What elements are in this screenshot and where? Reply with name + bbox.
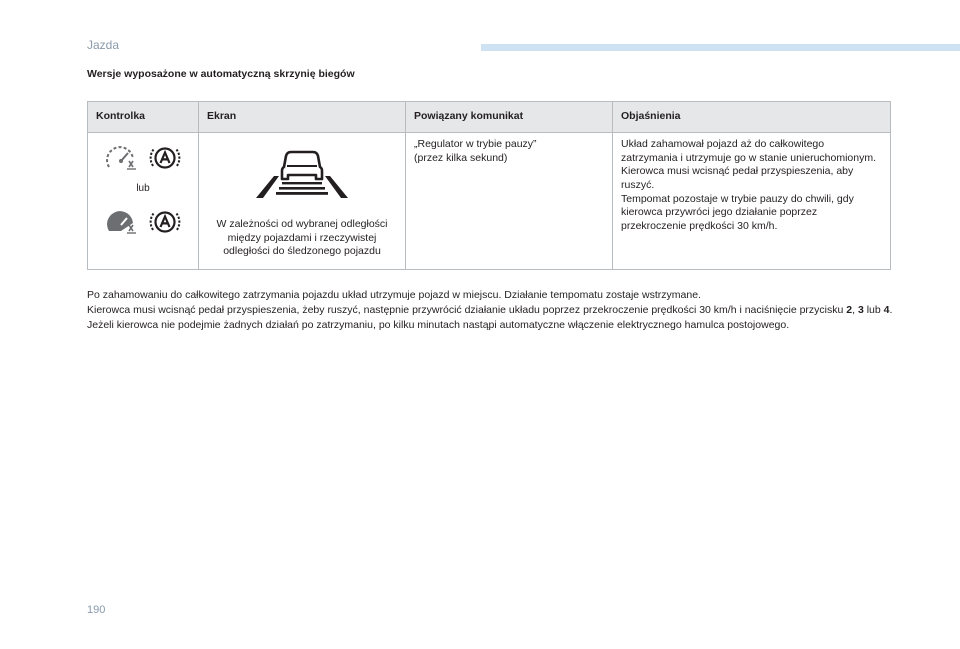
- column-header: Kontrolka: [88, 102, 199, 133]
- message-text: „Regulator w trybie pauzy”: [414, 138, 537, 150]
- table-row: [88, 133, 891, 270]
- explanation-cell: [613, 133, 891, 270]
- message-cell: [406, 133, 613, 270]
- header-accent-bar: [481, 44, 960, 51]
- indicator-table: [87, 101, 891, 270]
- indicator-icon-row: [96, 144, 190, 172]
- body-text-segment: ,: [852, 303, 858, 316]
- column-header: Objaśnienia: [613, 102, 891, 133]
- auto-hold-icon: [149, 208, 181, 236]
- indicator-icon-row: [96, 208, 190, 236]
- page-number: 190: [87, 604, 106, 616]
- indicator-cell: [88, 133, 199, 270]
- body-text-segment: lub: [863, 303, 884, 316]
- body-line: [87, 303, 897, 333]
- explanation-line: Układ zahamował pojazd aż do całkowitego zatrzymania i utrzymuje go w stanie unieruchomionym.: [621, 138, 877, 164]
- explanation-line: Kierowca musi wcisnąć pedał przyspieszenia, aby ruszyć.: [621, 165, 854, 191]
- body-text-segment: . Jeżeli kierowca nie podejmie żadnych działań po zatrzymaniu, po kilku minutach nastąpi automatyczne włączenie elektrycznego hamulca postojowego.: [87, 303, 893, 331]
- body-line: Po zahamowaniu do całkowitego zatrzymania pojazdu układ utrzymuje pojazd w miejscu. Działanie tempomatu zostaje wstrzymane.: [87, 289, 701, 301]
- column-header: Powiązany komunikat: [406, 102, 613, 133]
- explanation-line: Tempomat pozostaje w trybie pauzy do chwili, gdy kierowca przywróci jego działanie poprzez przekroczenie prędkości 30 km/h.: [621, 192, 854, 232]
- button-reference: 4: [883, 303, 890, 316]
- auto-hold-icon: [149, 144, 181, 172]
- screen-caption: W zależności od wybranej odległości między pojazdami i rzeczywistej odległości do śledzonego pojazdu: [216, 218, 388, 258]
- section-title: Jazda: [87, 38, 120, 52]
- speedometer-outline-icon: [105, 145, 139, 171]
- indicator-or-label: lub: [136, 183, 150, 194]
- body-paragraph: [87, 288, 897, 333]
- body-text-segment: Kierowca musi wcisnąć pedał przyspieszenia, żeby ruszyć, następnie przywrócić działanie układu poprzez przekroczenie prędkości 30 km/h i naciśnięcie przycisku: [87, 303, 847, 316]
- button-reference: 2: [846, 303, 853, 316]
- message-duration: (przez kilka sekund): [414, 151, 508, 164]
- subtitle: Wersje wyposażone w automatyczną skrzynię biegów: [87, 68, 355, 80]
- table-header-row: [88, 102, 891, 133]
- screen-cell: [199, 133, 406, 270]
- column-header: Ekran: [199, 102, 406, 133]
- speedometer-filled-icon: [105, 209, 139, 235]
- button-reference: 3: [857, 303, 864, 316]
- car-following-road-icon: [254, 142, 350, 200]
